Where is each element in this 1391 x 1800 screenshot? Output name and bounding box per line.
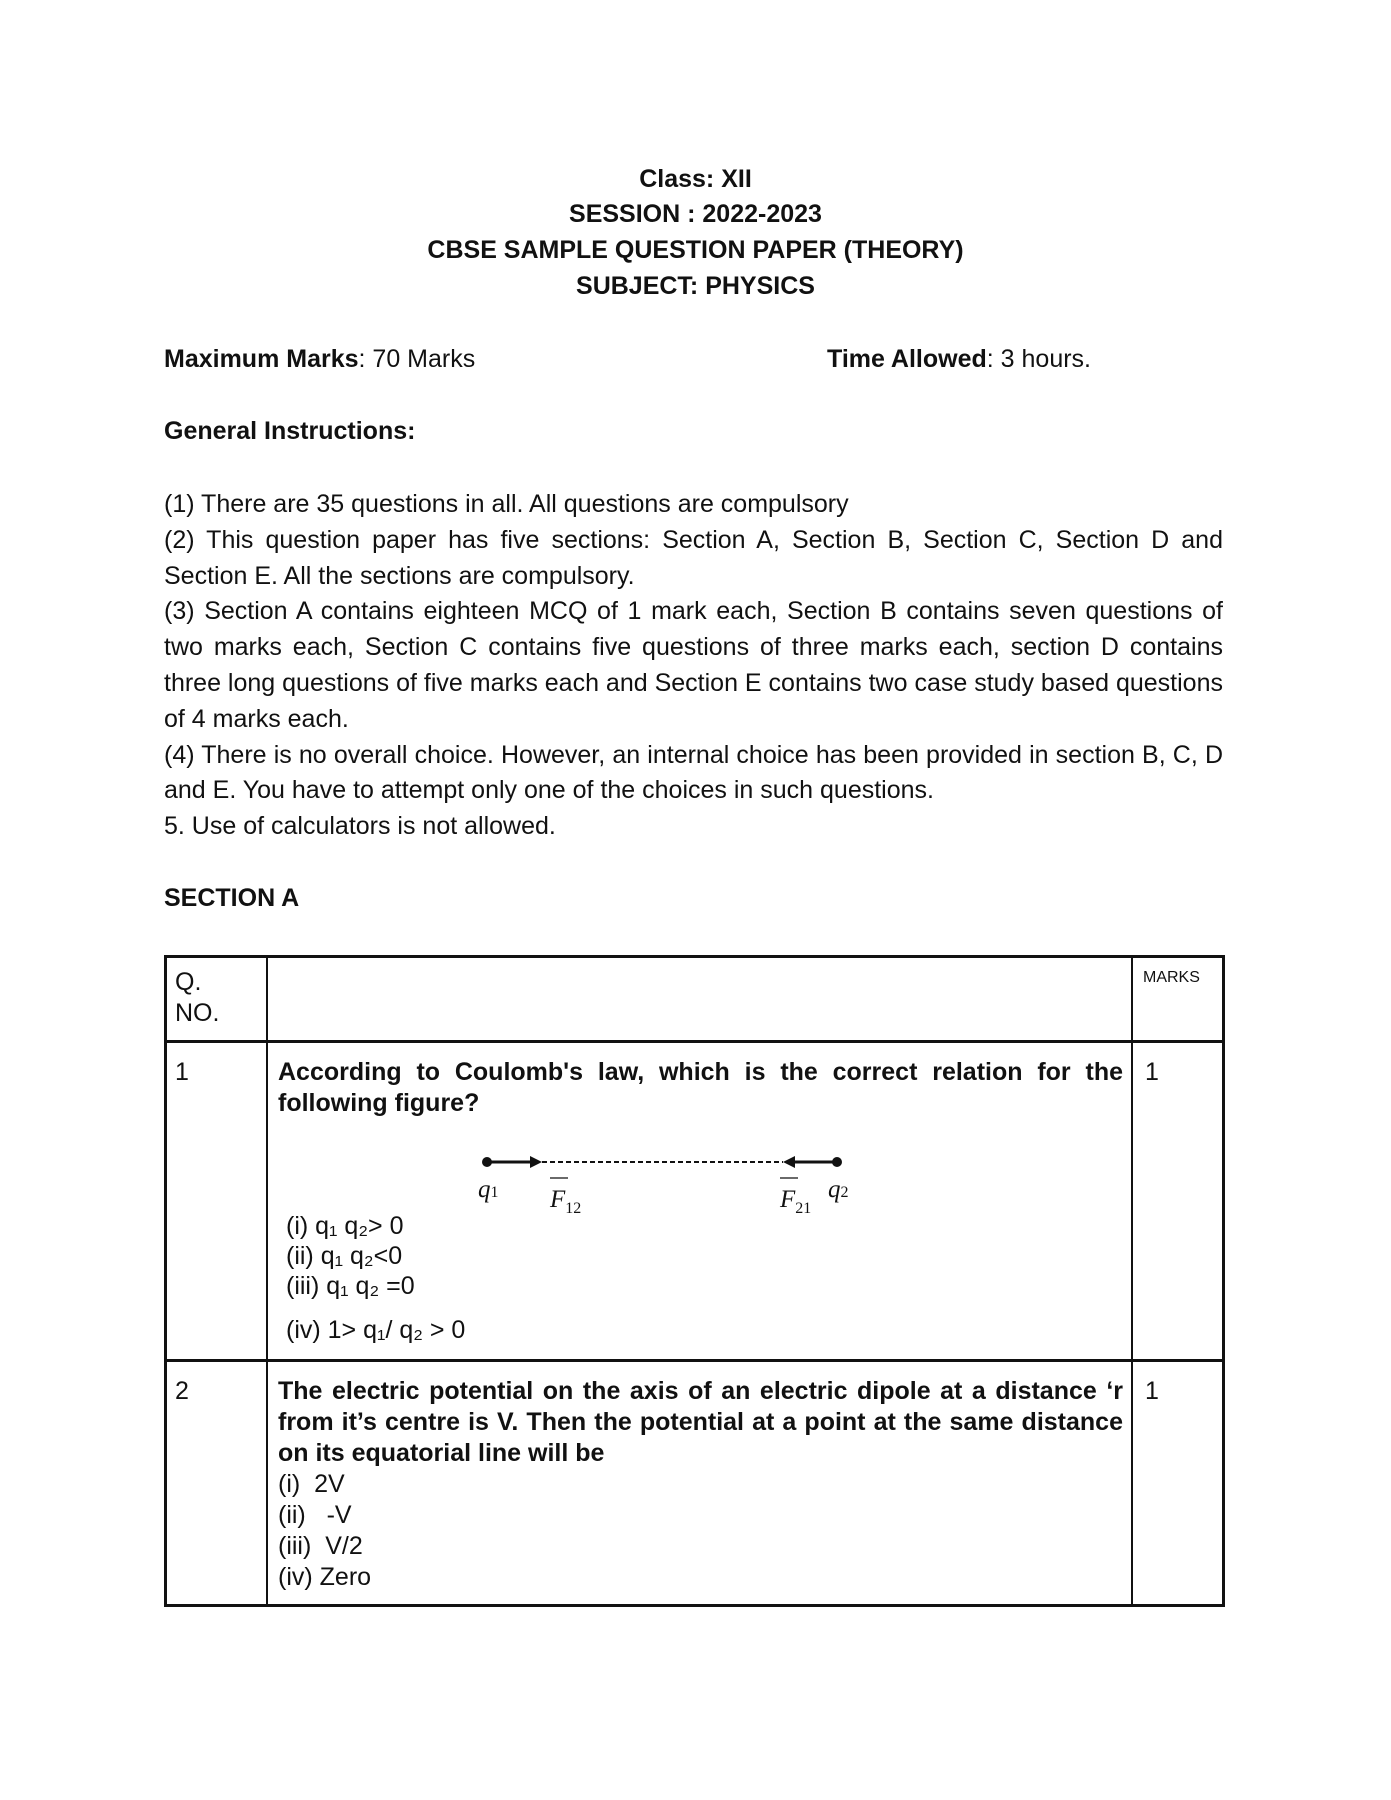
max-marks-label: Maximum Marks bbox=[164, 345, 359, 373]
table-border bbox=[164, 955, 167, 1607]
section-heading: SECTION A bbox=[164, 884, 300, 912]
table-border bbox=[164, 1604, 1225, 1607]
table-border bbox=[164, 955, 1225, 958]
question-marks: 1 bbox=[1145, 1058, 1159, 1086]
instruction-item: (2) This question paper has five sections: Section A, Section B, Section C, Section D and Section E. All the sections are compulsory. bbox=[164, 525, 1223, 590]
arrowhead-icon bbox=[530, 1156, 542, 1168]
instruction-item: 5. Use of calculators is not allowed. bbox=[164, 812, 556, 841]
qno-header-line: Q. bbox=[175, 968, 202, 996]
time-allowed bbox=[827, 345, 1091, 374]
table-border bbox=[164, 1040, 1225, 1043]
question-text: The electric potential on the axis of an electric dipole at a distance ‘r from it’s centre is V. Then the potential at a point at the same distance on its equatorial line will be bbox=[278, 1377, 1123, 1467]
option: (iii) q₁ q₂ =0 bbox=[286, 1272, 415, 1300]
q1-label: q1 bbox=[478, 1176, 499, 1203]
instructions-heading: General Instructions: bbox=[164, 417, 416, 445]
option: (iv) Zero bbox=[278, 1563, 372, 1591]
qno-header bbox=[175, 967, 219, 1029]
instructions-list bbox=[164, 487, 1223, 845]
f12-label: $F_{12}$ bbox=[550, 1186, 582, 1215]
option: (i) 2V bbox=[278, 1470, 345, 1498]
option: (ii) q₁ q₂<0 bbox=[286, 1242, 403, 1270]
q2-label: q2 bbox=[828, 1176, 849, 1203]
instruction-item: (3) Section A contains eighteen MCQ of 1 mark each, Section B contains seven questions of two marks each, Section C contains five questions of three marks each, section D contains three long questions of five marks each and Section E contains two case study based questions of 4 marks each. bbox=[164, 597, 1223, 733]
option: (iv) 1> q₁/ q₂ > 0 bbox=[286, 1316, 466, 1344]
table-border bbox=[266, 955, 268, 1607]
max-marks-value: : 70 Marks bbox=[358, 345, 476, 373]
question-text: According to Coulomb's law, which is the correct relation for the following figure? bbox=[278, 1058, 1123, 1117]
question-number: 1 bbox=[175, 1058, 189, 1086]
table-border bbox=[164, 1359, 1225, 1362]
session-heading: SESSION : 2022-2023 bbox=[569, 200, 822, 228]
coulomb-figure bbox=[470, 1145, 860, 1215]
question-number: 2 bbox=[175, 1377, 189, 1405]
instruction-item: (1) There are 35 questions in all. All questions are compulsory bbox=[164, 490, 849, 518]
time-label: Time Allowed bbox=[827, 345, 987, 373]
option: (ii) -V bbox=[278, 1501, 352, 1529]
charge-q2-dot bbox=[832, 1157, 842, 1167]
qno-header-line: NO. bbox=[175, 999, 220, 1027]
time-value: : 3 hours. bbox=[986, 345, 1091, 373]
subject-heading: SUBJECT: PHYSICS bbox=[576, 272, 815, 300]
question-marks: 1 bbox=[1145, 1377, 1159, 1405]
option: (i) q₁ q₂> 0 bbox=[286, 1212, 404, 1240]
paper-title: CBSE SAMPLE QUESTION PAPER (THEORY) bbox=[427, 236, 964, 264]
marks-header: MARKS bbox=[1143, 969, 1200, 986]
f21-label: $F_{21}$ bbox=[780, 1186, 812, 1215]
table-border bbox=[1222, 955, 1225, 1607]
option: (iii) V/2 bbox=[278, 1532, 363, 1560]
instruction-item: (4) There is no overall choice. However, an internal choice has been provided in section B, C, D and E. You have to attempt only one of the choices in such questions. bbox=[164, 740, 1223, 805]
table-border bbox=[1131, 955, 1133, 1607]
max-marks bbox=[164, 345, 475, 374]
class-heading: Class: XII bbox=[639, 165, 752, 193]
